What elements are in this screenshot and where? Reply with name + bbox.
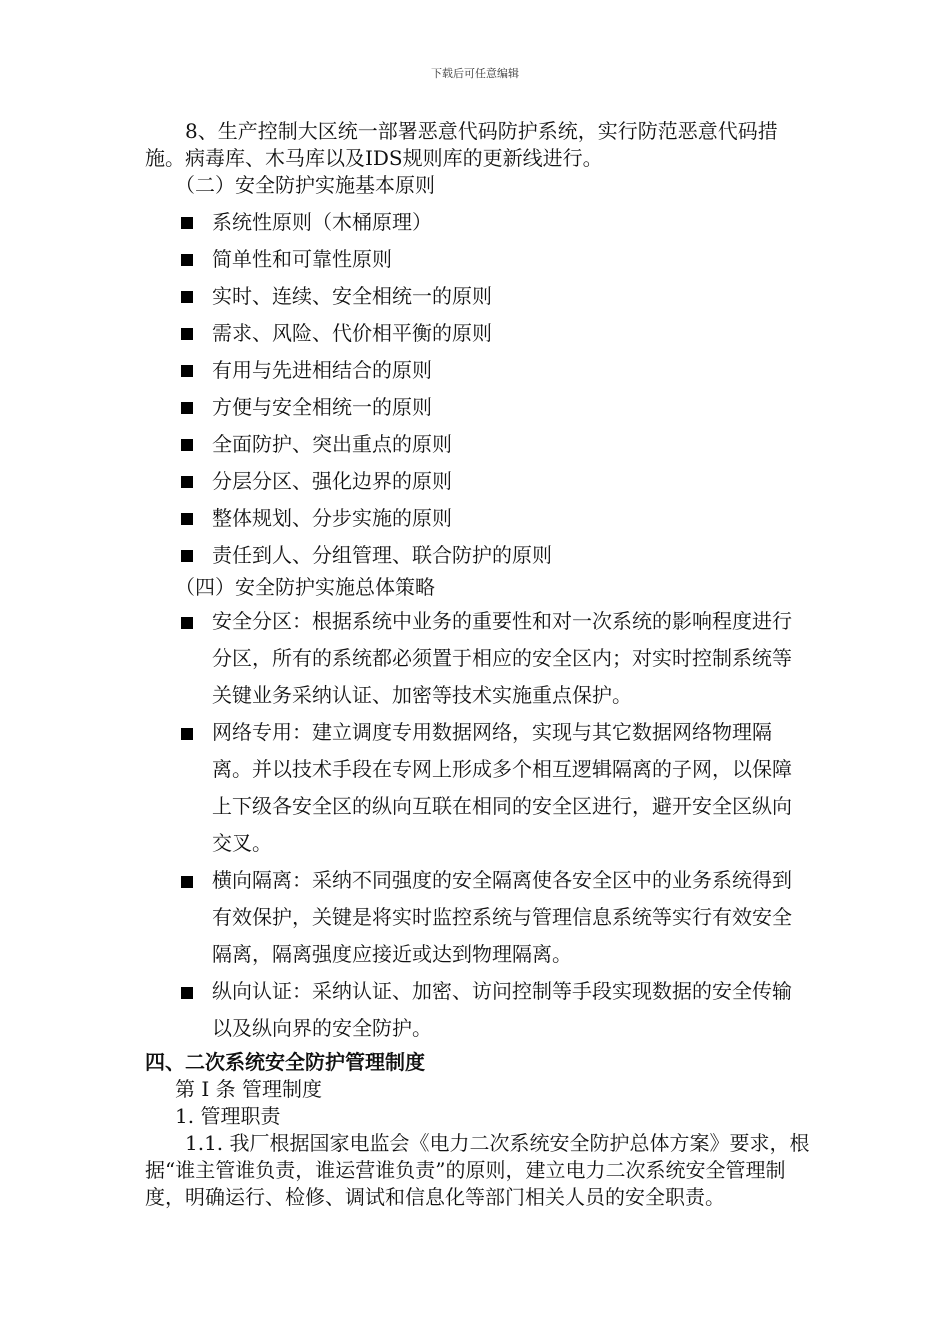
square-bullet-icon (181, 217, 193, 229)
list-item: 责任到人、分组管理、联合防护的原则 (145, 537, 810, 574)
square-bullet-icon (181, 365, 193, 377)
list-item: 需求、风险、代价相平衡的原则 (145, 315, 810, 352)
list-item: 全面防护、突出重点的原则 (145, 426, 810, 463)
square-bullet-icon (181, 513, 193, 525)
square-bullet-icon (181, 328, 193, 340)
square-bullet-icon (181, 476, 193, 488)
list-item: 简单性和可靠性原则 (145, 241, 810, 278)
list-item: 纵向认证：采纳认证、加密、访问控制等手段实现数据的安全传输以及纵向界的安全防护。 (145, 973, 810, 1047)
list-item: 实时、连续、安全相统一的原则 (145, 278, 810, 315)
strategy-list (145, 603, 810, 1047)
clause-1-heading: 1. 管理职责 (175, 1104, 281, 1128)
square-bullet-icon (181, 617, 193, 629)
article-heading: 第 I 条 管理制度 (175, 1077, 322, 1101)
list-item: 整体规划、分步实施的原则 (145, 500, 810, 537)
list-item: 系统性原则（木桶原理） (145, 204, 810, 241)
clause-1-1-paragraph: 1.1. 我厂根据国家电监会《电力二次系统安全防护总体方案》要求，根据“谁主管谁负责，谁运营谁负责”的原则，建立电力二次系统安全管理制度，明确运行、检修、调试和信息化等部门相关人员的安全职责。 (145, 1131, 810, 1209)
subheading-strategy: （四）安全防护实施总体策略 (175, 575, 435, 599)
square-bullet-icon (181, 291, 193, 303)
principles-list (145, 204, 810, 574)
square-bullet-icon (181, 439, 193, 451)
list-item: 分层分区、强化边界的原则 (145, 463, 810, 500)
subheading-principles: （二）安全防护实施基本原则 (175, 173, 435, 197)
item-8-paragraph: 8、生产控制大区统一部署恶意代码防护系统，实行防范恶意代码措施。病毒库、木马库以及IDS规则库的更新线进行。 (145, 119, 778, 170)
list-item: 方便与安全相统一的原则 (145, 389, 810, 426)
list-item: 横向隔离：采纳不同强度的安全隔离使各安全区中的业务系统得到有效保护，关键是将实时监控系统与管理信息系统等实行有效安全隔离，隔离强度应接近或达到物理隔离。 (145, 862, 810, 973)
list-item: 网络专用：建立调度专用数据网络，实现与其它数据网络物理隔离。并以技术手段在专网上形成多个相互逻辑隔离的子网，以保障上下级各安全区的纵向互联在相同的安全区进行，避开安全区纵向交叉。 (145, 714, 810, 862)
square-bullet-icon (181, 254, 193, 266)
square-bullet-icon (181, 987, 193, 999)
square-bullet-icon (181, 728, 193, 740)
square-bullet-icon (181, 402, 193, 414)
list-item: 安全分区：根据系统中业务的重要性和对一次系统的影响程度进行分区，所有的系统都必须置于相应的安全区内；对实时控制系统等关键业务采纳认证、加密等技术实施重点保护。 (145, 603, 810, 714)
page-header: 下载后可任意编辑 (431, 67, 519, 80)
section-title: 四、二次系统安全防护管理制度 (145, 1050, 425, 1074)
document-body (145, 118, 810, 1211)
square-bullet-icon (181, 876, 193, 888)
square-bullet-icon (181, 550, 193, 562)
list-item: 有用与先进相结合的原则 (145, 352, 810, 389)
